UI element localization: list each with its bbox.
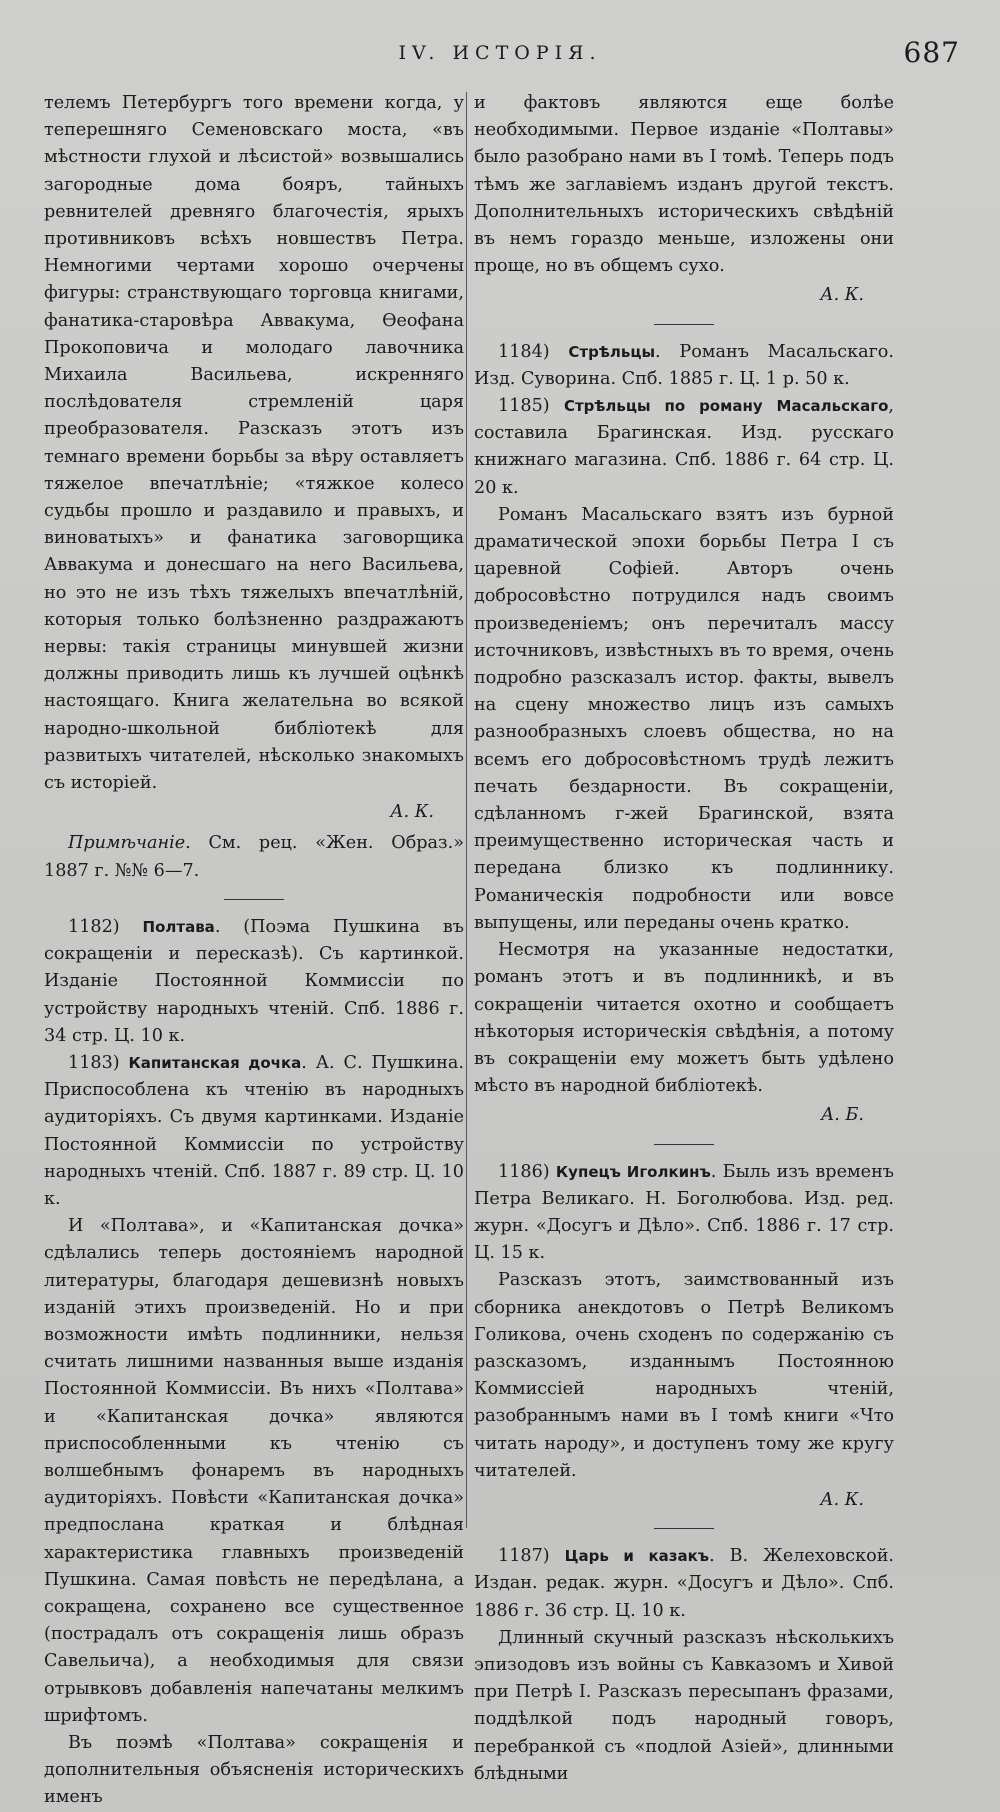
entry-title: Капитанская дочка [128,1053,302,1072]
separator-rule [654,1528,714,1529]
entry-text: . Романъ Масальскаго. Изд. Суворина. Спб. 1885 г. Ц. 1 р. 50 к. [474,341,894,389]
entry-text: . (Поэма Пушкина въ сокращеніи и пересказѣ). Съ картинкой. Изданіе Постоянной Коммиссіи по устройству народныхъ чтеній. Спб. 1886 г. 34 стр. Ц. 10 к. [44,916,464,1046]
page-number: 687 [903,36,960,69]
paragraph: Въ поэмѣ «Полтава» сокращенія и дополнительныя объясненія историческихъ именъ [44,1732,464,1808]
signature: А. К. [820,1489,864,1510]
entry-text: . В. Желеховской. Издан. редак. журн. «Досугъ и Дѣло». Спб. 1886 г. 36 стр. Ц. 10 к. [474,1546,895,1621]
entry-1186 [474,1159,894,1268]
note-label: Примѣчаніе. [68,833,191,854]
entry-number: 1186) [498,1161,556,1182]
paragraph: И «Полтава», и «Капитанская дочка» сдѣлались теперь достояніемъ народной литературы, благодаря дешевизнѣ новыхъ изданій этихъ произведеній. Но и при возможности имѣть подлинники, нельзя считать лишними названныя выше изданія Постоянной Коммиссіи. Въ нихъ «Полтава» и «Капитанская дочка» являются приспособленными къ чтенію съ волшебнымъ фонаремъ въ народныхъ аудиторіяхъ. Повѣсти «Капитанская дочка» предпослана краткая и блѣдная характеристика главныхъ произведеній Пушкина. Самая повѣсть не передѣлана, а сокращена, сохранено все существенное (пострадалъ отъ сокращенія лишь образъ Савельича), а необходимыя для связи отрывковъ добавленія напечатаны мелкимъ шрифтомъ. [44,1216,464,1726]
column-divider [466,92,467,1528]
entry-text: . А. С. Пушкина. Приспособлена къ чтенію въ народныхъ аудиторіяхъ. Съ двумя картинками. Изданіе Постоянной Коммиссіи по устройству народныхъ чтеній. Спб. 1887 г. 89 стр. Ц. 10 к. [44,1052,464,1209]
entry-number: 1183) [68,1052,129,1073]
entry-title: Купецъ Иголкинъ [555,1162,711,1181]
paragraph: телемъ Петербургъ того времени когда, у теперешняго Семеновскаго моста, «въ мѣстности глухой и лѣсистой» возвышались загородные дома бояръ, тайныхъ ревнителей древняго благочестія, ярыхъ противниковъ всѣхъ новшествъ Петра. Немногими чертами хорошо очерчены фигуры: странствующаго торговца книгами, фанатика-старовѣра Аввакума, Ѳеофана Прокоповича и молодаго лавочника Михаила Васильева, искренняго послѣдователя стремленій царя преобразователя. Разсказъ этотъ изъ темнаго времени борьбы за вѣру оставляетъ тяжелое впечатлѣніе; «тяжкое колесо судьбы прошло и раздавило и правыхъ, и виноватыхъ» и фанатика заговорщика Аввакума и донесшаго на него Васильева, но это не изъ тѣхъ тяжелыхъ впечатлѣній, которыя только болѣзненно раздражаютъ нервы: такія страницы минувшей жизни должны приводить лишь къ лучшей оцѣнкѣ настоящаго. Книга желательна во всякой народно-школьной библіотекѣ для развитыхъ читателей, нѣсколько знакомыхъ съ исторіей. [44,93,464,794]
right-column [474,90,894,1788]
entry-number: 1184) [498,341,569,362]
signature: А. К. [390,802,434,823]
paragraph: Романъ Масальскаго взятъ изъ бурной драматической эпохи борьбы Петра I съ царевной Софіей. Авторъ очень добросовѣстно потрудился надъ своимъ произведеніемъ; онъ перечиталъ массу источниковъ, извѣстныхъ въ то время, очень подробно разсказалъ истор. факты, вывелъ на сцену множество лицъ изъ самыхъ разнообразныхъ слоевъ общества, но на всемъ его добросовѣстномъ трудѣ лежитъ печать бездарности. Въ сокращеніи, сдѣланномъ г-жей Брагинской, взята преимущественно историческая часть и передана близко къ подлиннику. Романическія подробности или вовсе выпущены, или переданы очень кратко. [474,504,894,933]
separator-rule [654,1144,714,1145]
entry-1182 [44,914,464,1050]
paragraph: и фактовъ являются еще болѣе необходимыми. Первое изданіе «Полтавы» было разобрано нами въ I томѣ. Теперь подъ тѣмъ же заглавіемъ изданъ другой текстъ. Дополнительныхъ историческихъ свѣдѣній въ немъ гораздо меньше, изложены они проще, но въ общемъ сухо. [474,93,894,277]
left-column [44,90,464,1812]
entry-text: , составила Брагинская. Изд. русскаго книжнаго магазина. Спб. 1886 г. 64 стр. Ц. 20 к. [474,396,895,498]
entry-title: Царь и казакъ [564,1547,710,1566]
entry-1187 [474,1543,894,1625]
note-text: См. рец. «Жен. Образ.» 1887 г. №№ 6—7. [44,833,464,881]
entry-1184 [474,339,894,393]
paragraph: Длинный скучный разсказъ нѣсколькихъ эпизодовъ изъ войны съ Кавказомъ и Хивой при Петрѣ I. Разсказъ пересыпанъ фразами, поддѣлкой подъ народный говоръ, перебранкой съ «подлой Азіей», длинными блѣдными [474,1627,894,1784]
separator-rule [654,324,714,325]
note [44,830,464,884]
running-head: IV. ИСТОРІЯ. [398,42,602,64]
paragraph: Разсказъ этотъ, заимствованный изъ сборника анекдотовъ о Петрѣ Великомъ Голикова, очень сходенъ по содержанію съ разсказомъ, изданнымъ Постоянною Коммиссіей народныхъ чтеній, разобраннымъ нами въ I томѣ книги «Что читать народу», и доступенъ тому же кругу читателей. [474,1270,894,1481]
entry-title: Полтава [142,917,215,936]
separator-rule [224,899,284,900]
entry-number: 1187) [498,1546,565,1567]
entry-title: Стрѣльцы по роману Масальскаго [563,397,889,416]
entry-text: . Быль изъ временъ Петра Великаго. Н. Боголюбова. Изд. ред. журн. «Досугъ и Дѣло». Спб. 1886 г. 17 стр. Ц. 15 к. [474,1161,895,1264]
entry-title: Стрѣльцы [568,342,656,361]
page-header [40,36,960,76]
entry-1183 [44,1050,464,1213]
paragraph: Несмотря на указанные недостатки, романъ этотъ и въ подлинникѣ, и въ сокращеніи читается охотно и сообщаетъ нѣкоторыя историческія свѣдѣнія, а потому въ сокращеніи ему можетъ быть удѣлено мѣсто въ народной библіотекѣ. [474,940,894,1097]
signature: А. К. [820,285,864,306]
entry-number: 1185) [498,396,564,417]
entry-1185 [474,393,894,502]
signature: А. Б. [820,1105,864,1126]
entry-number: 1182) [68,916,143,937]
